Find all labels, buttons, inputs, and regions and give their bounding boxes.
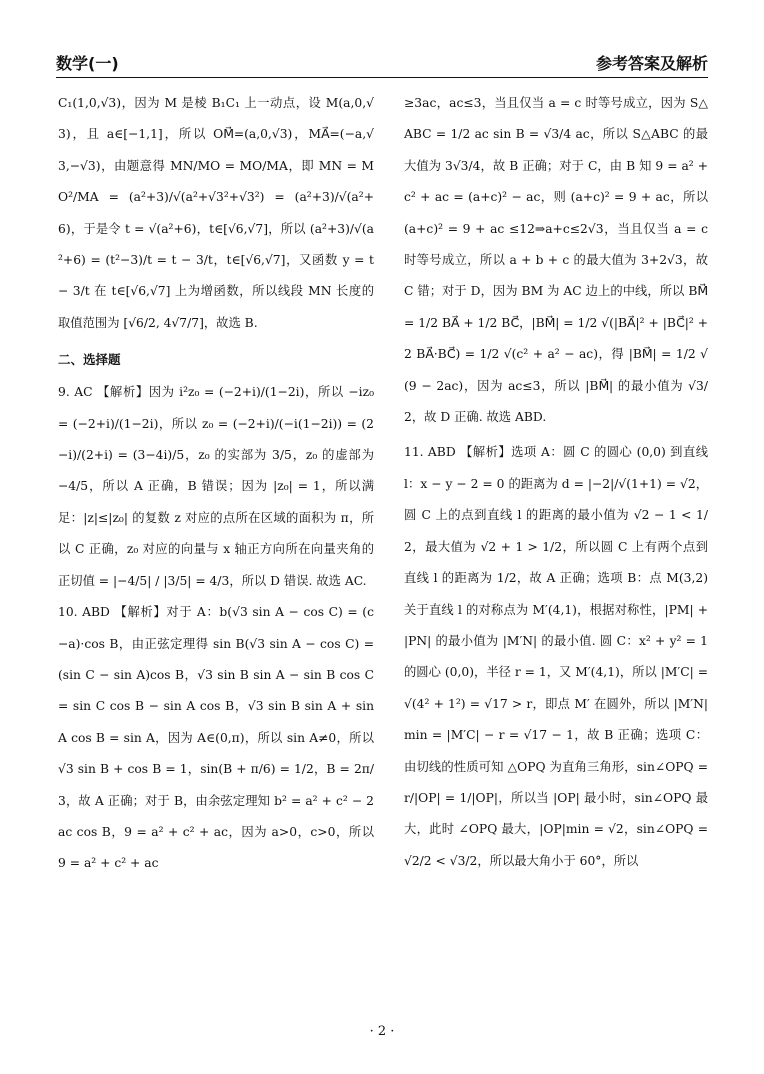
- q10-solution-continued: ≥3ac，ac≤3，当且仅当 a = c 时等号成立，因为 S△ABC = 1/2 ac sin B = √3/4 ac，所以 S△ABC 的最大值为 3√3/4，故 B 正确；对于 C，由 B 知 9 = a² + c² + ac = (a+c)² − ac，则 (a+c)² = 9 + ac，所以 (a+c)² = 9 + ac ≤12⇒a+c≤2√3，当且仅当 a = c 时等号成立，所以 a + b + c 的最大值为 3+2√3，故 C 错；对于 D，因为 BM 为 AC 边上的中线，所以 BM⃗ = 1/2 BA⃗ + 1/2 BC⃗，|BM⃗| = 1/2 √(|BA⃗|² + |BC⃗|² + 2 BA⃗·BC⃗) = 1/2 √(c² + a² − ac)，得 |BM⃗| = 1/2 √(9 − 2ac)，因为 ac≤3，所以 |BM⃗| 的最小值为 √3/2，故 D 正确. 故选 ABD.: [404, 96, 708, 425]
- q11-solution: 11. ABD 【解析】选项 A：圆 C 的圆心 (0,0) 到直线 l：x − y − 2 = 0 的距离为 d = |−2|/√(1+1) = √2，圆 C 上的点到直线 l 的距离的最小值为 √2 − 1 < 1/2，最大值为 √2 + 1 > 1/2，所以圆 C 上有两个点到直线 l 的距离为 1/2，故 A 正确；选项 B：点 M(3,2) 关于直线 l 的对称点为 M′(4,1)，根据对称性，|PM| + |PN| 的最小值为 |M′N| 的最小值. 圆 C：x² + y² = 1 的圆心 (0,0)，半径 r = 1，又 M′(4,1)，所以 |M′C| = √(4² + 1²) = √17 > r，即点 M′ 在圆外，所以 |M′N|min = |M′C| − r = √17 − 1，故 B 正确；选项 C：由切线的性质可知 △OPQ 为直角三角形，sin∠OPQ = r/|OP| = 1/|OP|，所以当 |OP| 最小时，sin∠OPQ 最大，此时 ∠OPQ 最大，|OP|min = √2，sin∠OPQ = √2/2 < √3/2，所以最大角小于 60°，所以: [404, 445, 708, 868]
- header-section: 参考答案及解析: [595, 54, 708, 73]
- page-number: · 2 ·: [369, 1024, 395, 1039]
- right-column: [404, 88, 708, 877]
- left-column: [58, 88, 374, 880]
- q10-solution: 10. ABD 【解析】对于 A：b(√3 sin A − cos C) = (c−a)·cos B，由正弦定理得 sin B(√3 sin A − cos C) = (sin C − sin A)cos B，√3 sin B sin A − sin B cos C = sin C cos B − sin A cos B，√3 sin B sin A + sin A cos B = sin A，因为 A∈(0,π)，所以 sin A≠0，所以 √3 sin B + cos B = 1，sin(B + π/6) = 1/2，B = 2π/3，故 A 正确；对于 B，由余弦定理知 b² = a² + c² − 2ac cos B，9 = a² + c² + ac，因为 a>0，c>0，所以 9 = a² + c² + ac: [58, 605, 374, 871]
- header-divider: [56, 77, 708, 78]
- section-title: 二、选择题: [58, 352, 121, 368]
- page-header: [56, 44, 708, 74]
- header-subject: 数学(一): [56, 54, 119, 73]
- q8-solution-continued: C₁(1,0,√3)，因为 M 是棱 B₁C₁ 上一动点，设 M(a,0,√3)，且 a∈[−1,1]，所以 OM⃗=(a,0,√3)，MA⃗=(−a,√3,−√3)，由题意得 MN/MO = MO/MA，即 MN = MO²/MA = (a²+3)/√(a²+√3²+√3²) = (a²+3)/√(a²+6)，于是令 t = √(a²+6)，t∈[√6,√7]，所以 (a²+3)/√(a²+6) = (t²−3)/t = t − 3/t，t∈[√6,√7]，又函数 y = t − 3/t 在 t∈[√6,√7] 上为增函数，所以线段 MN 长度的取值范围为 [√6/2, 4√7/7]，故选 B.: [58, 96, 374, 330]
- q9-solution: 9. AC 【解析】因为 i²z₀ = (−2+i)/(1−2i)，所以 −iz₀ = (−2+i)/(1−2i)，所以 z₀ = (−2+i)/(−i(1−2i)) = (2−i)/(2+i) = (3−4i)/5，z₀ 的实部为 3/5，z₀ 的虚部为 −4/5，所以 A 正确，B 错误；因为 |z₀| = 1，所以满足：|z|≤|z₀| 的复数 z 对应的点所在区域的面积为 π，所以 C 正确，z₀ 对应的向量与 x 轴正方向所在向量夹角的正切值 = |−4/5| / |3/5| = 4/3，所以 D 错误. 故选 AC.: [58, 385, 374, 588]
